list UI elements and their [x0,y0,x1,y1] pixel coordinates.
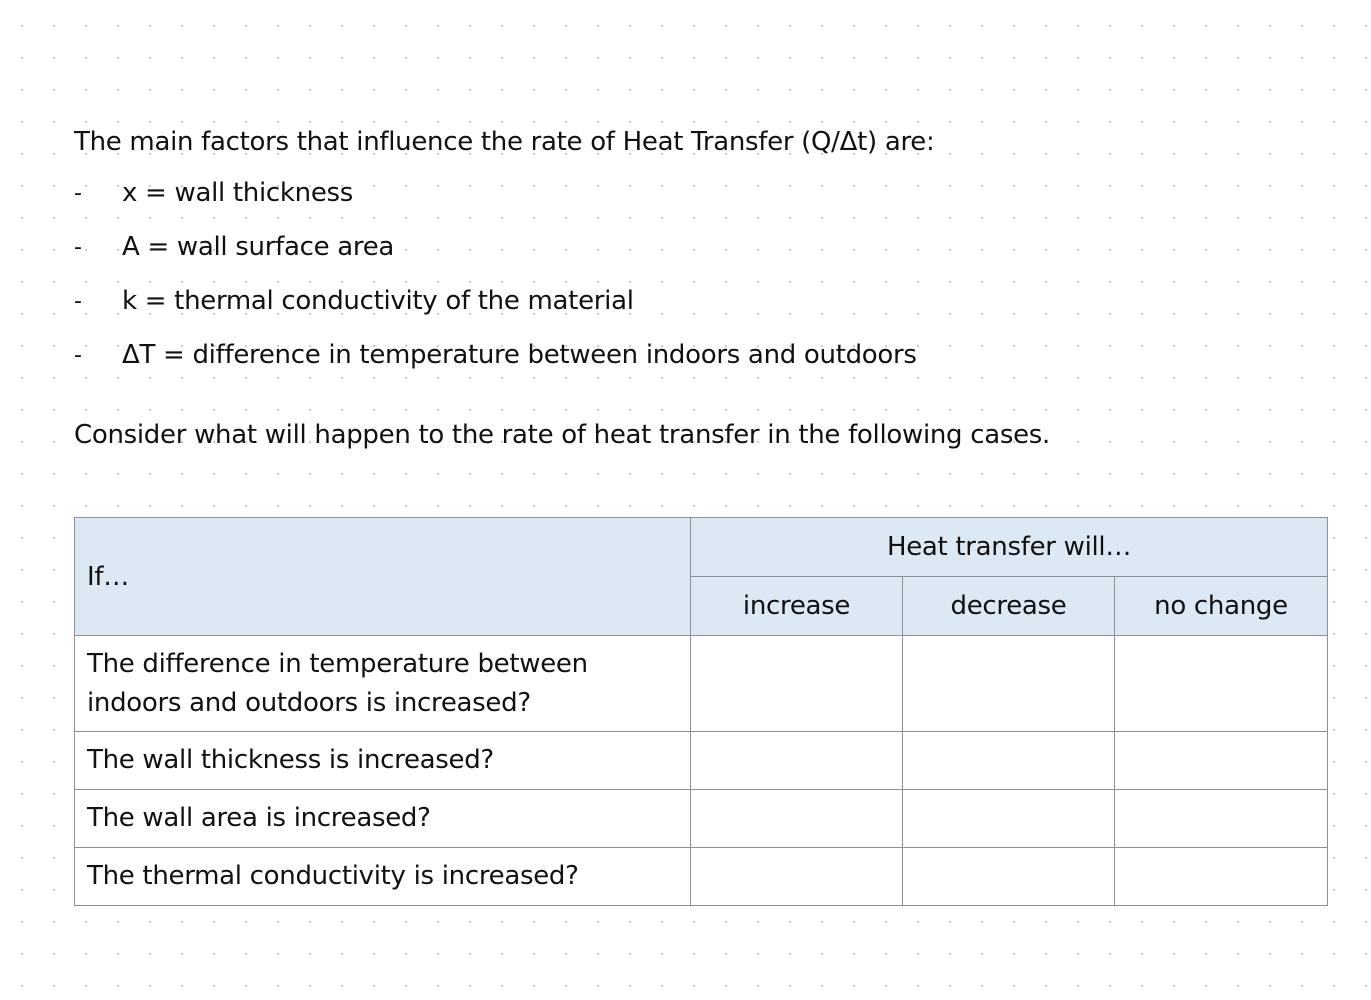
heat-transfer-header: Heat transfer will… [691,518,1328,577]
answer-cell-no-change[interactable] [1115,848,1328,906]
factor-item [74,220,1327,274]
answer-cell-increase[interactable] [691,636,903,732]
table-row [75,848,1328,906]
question-line: The difference in temperature between [87,648,588,679]
factor-text: A = wall surface area [122,232,395,262]
question-line: indoors and outdoors is increased? [87,687,531,718]
table-row [75,790,1328,848]
answer-cell-no-change[interactable] [1115,790,1328,848]
factor-text: x = wall thickness [122,178,354,208]
intro-text: The main factors that influence the rate of Heat Transfer (Q/Δt) are: [74,127,935,157]
table-row [75,732,1328,790]
answer-cell-decrease[interactable] [903,848,1115,906]
question-cell: The thermal conductivity is increased? [75,848,691,906]
factor-text: ΔT = difference in temperature between indoors and outdoors [122,340,917,370]
question-cell: The wall area is increased? [75,790,691,848]
table-row [75,636,1328,732]
bullet-dash: - [74,180,82,206]
factor-item [74,274,1327,328]
answer-cell-increase[interactable] [691,848,903,906]
bullet-dash: - [74,342,82,368]
answer-cell-increase[interactable] [691,790,903,848]
option-header-decrease: decrease [903,577,1115,636]
option-header-increase: increase [691,577,903,636]
answer-cell-decrease[interactable] [903,636,1115,732]
bullet-dash: - [74,234,82,260]
factor-text: k = thermal conductivity of the material [122,286,634,316]
worksheet [74,118,1327,891]
prompt-text: Consider what will happen to the rate of heat transfer in the following cases. [74,420,1051,450]
bullet-dash: - [74,288,82,314]
answer-cell-decrease[interactable] [903,790,1115,848]
answer-cell-no-change[interactable] [1115,732,1328,790]
question-cell: The wall thickness is increased? [75,732,691,790]
option-header-no-change: no change [1115,577,1328,636]
answer-cell-no-change[interactable] [1115,636,1328,732]
if-header: If… [75,518,691,636]
answer-cell-increase[interactable] [691,732,903,790]
factor-item [74,166,1327,220]
heat-transfer-table [74,517,1328,906]
answer-cell-decrease[interactable] [903,732,1115,790]
factor-list [74,166,1327,382]
factor-item [74,328,1327,382]
question-cell [75,636,691,732]
